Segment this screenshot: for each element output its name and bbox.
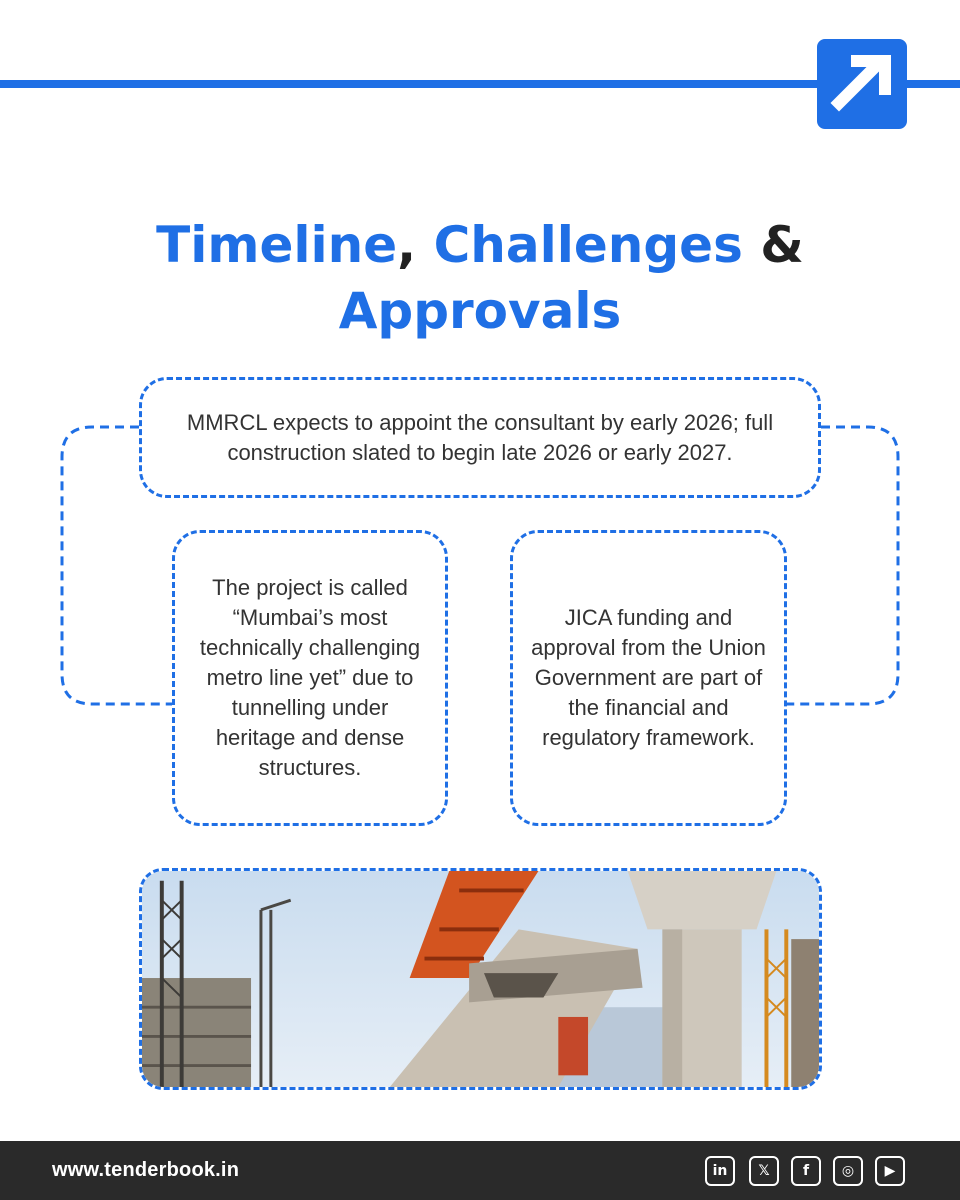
website-link[interactable]: www.tenderbook.in	[52, 1159, 240, 1181]
challenges-card	[172, 530, 448, 826]
x-twitter-icon[interactable]: 𝕏	[749, 1156, 779, 1186]
challenges-text: The project is called “Mumbai’s most technically challenging metro line yet” due to tunnelling under heritage and dense structures.	[199, 575, 421, 780]
page-title	[0, 212, 960, 344]
timeline-text: MMRCL expects to appoint the consultant by early 2026; full construction slated to begin late 2026 or early 2027.	[186, 409, 774, 465]
approvals-text: JICA funding and approval from the Union Government are part of the financial and regulatory framework.	[531, 605, 766, 750]
title-approvals: Approvals	[338, 282, 622, 340]
construction-photo	[139, 868, 822, 1090]
youtube-icon[interactable]: ▶	[875, 1156, 905, 1186]
arrow-up-right-icon	[817, 39, 907, 129]
facebook-icon[interactable]: f	[791, 1156, 821, 1186]
linkedin-icon[interactable]: in	[705, 1156, 735, 1186]
approvals-card	[510, 530, 787, 826]
footer-bar	[0, 1141, 960, 1200]
timeline-card	[139, 377, 821, 498]
instagram-icon[interactable]: ◎	[833, 1156, 863, 1186]
header-rule	[0, 80, 960, 88]
title-ampersand: &	[742, 216, 804, 274]
title-timeline: Timeline	[156, 216, 398, 274]
title-challenges: Challenges	[433, 216, 743, 274]
brand-logo[interactable]	[817, 39, 907, 129]
title-comma: ,	[397, 216, 434, 274]
